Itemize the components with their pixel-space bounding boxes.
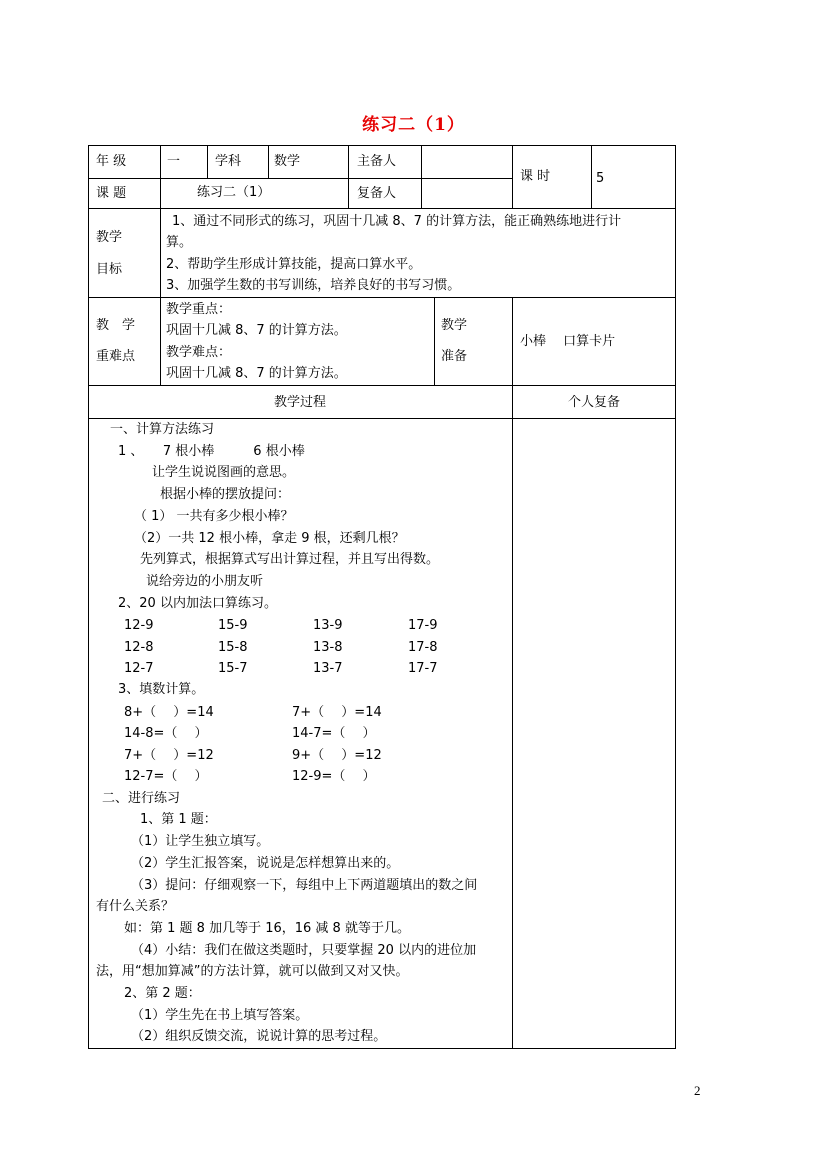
process-line: 说给旁边的小朋友听 [146,574,264,589]
oral-item: 15-7 [218,661,248,676]
keypoint-line: 巩固十几减 8、7 的计算方法。 [166,366,347,381]
fill-item: 7+（ ）=14 [292,705,382,720]
oral-item: 13-9 [313,618,343,633]
keypoint-line: 教学重点： [166,302,232,317]
fill-item: 8+（ ）=14 [124,705,214,720]
keypoint-line: 教学难点： [166,345,232,360]
fill-title: 3、填数计算。 [118,682,205,697]
oral-item: 15-9 [218,618,248,633]
goal-line: 2、帮助学生形成计算技能，提高口算水平。 [166,257,422,272]
process-header: 教学过程 [273,395,326,410]
oral-item: 17-9 [408,618,438,633]
preparer-label: 主备人 [357,154,397,169]
grade-label: 年 级 [96,154,127,169]
process-line: 根据小棒的摆放提问： [160,487,291,502]
table-rule [421,145,422,208]
process-line: （4）小结：我们在做这类题时，只要掌握 20 以内的进位加 [131,943,477,958]
fill-item: 12-7=（ ） [124,769,208,784]
prep-label: 教学 [441,318,468,333]
process-line: 让学生说说图画的意思。 [152,465,296,480]
table-border-left [88,145,89,1049]
fill-item: 9+（ ）=12 [292,748,382,763]
process-line: 有什么关系？ [96,899,175,914]
prep-value: 小棒 口算卡片 [520,334,616,349]
process-line: （3）提问：仔细观察一下，每组中上下两道题填出的数之间 [131,878,478,893]
oral-item: 13-7 [313,661,343,676]
subject-label: 学科 [215,154,242,169]
page-number: 2 [694,1083,701,1098]
process-line: 2、第 2 题： [124,986,201,1001]
process-line: （2）一共 12 根小棒，拿走 9 根，还剩几根？ [134,531,405,546]
subject-value: 数学 [274,154,301,169]
oral-item: 13-8 [313,640,343,655]
process-line: （2）学生汇报答案，说说是怎样想算出来的。 [131,856,400,871]
oral-item: 12-8 [124,640,154,655]
page-title: 练习二（1） [362,115,465,135]
oral-item: 12-9 [124,618,154,633]
process-line: 1、第 1 题： [140,812,217,827]
table-rule [88,208,676,209]
keypoint-line: 巩固十几减 8、7 的计算方法。 [166,323,347,338]
table-rule [88,418,676,419]
table-rule [348,145,349,208]
process-line: 一、计算方法练习 [110,422,215,437]
table-rule [207,145,208,178]
keypoints-label: 教 学 [96,318,136,333]
topic-value: 练习二（1） [197,185,271,200]
oral-item: 15-8 [218,640,248,655]
topic-label: 课 题 [96,186,127,201]
table-rule [268,145,269,178]
fill-item: 7+（ ）=12 [124,748,214,763]
fill-item: 14-7=（ ） [292,726,376,741]
table-rule [434,297,435,385]
period-value: 5 [596,171,605,186]
table-rule [512,145,513,208]
goals-label: 目标 [96,262,123,277]
process-line: 二、进行练习 [102,791,181,806]
process-line: 先列算式，根据算式写出计算过程，并且写出得数。 [140,552,440,567]
table-rule [160,145,161,385]
process-line: 法，用“想加算减”的方法计算，就可以做到又对又快。 [96,964,409,979]
oral-item: 17-8 [408,640,438,655]
fill-item: 12-9=（ ） [292,769,376,784]
table-rule [591,145,592,208]
goal-line: 1、通过不同形式的练习，巩固十几减 8、7 的计算方法，能正确熟练地进行计 [172,214,622,229]
notes-header: 个人复备 [567,395,620,410]
process-line: （2）组织反馈交流，说说计算的思考过程。 [131,1029,387,1044]
table-rule [88,297,676,298]
process-line: 如：第 1 题 8 加几等于 16，16 减 8 就等于几。 [124,921,410,936]
table-border-bottom [88,1048,676,1049]
table-border-right [675,145,676,1049]
goal-line: 算。 [166,235,193,250]
period-label: 课 时 [520,169,551,184]
process-line: 1 、 7 根小棒 6 根小棒 [118,444,305,459]
fill-item: 14-8=（ ） [124,726,208,741]
goals-label: 教学 [96,230,123,245]
keypoints-label: 重难点 [96,349,136,364]
oral-item: 17-7 [408,661,438,676]
process-line: （1）让学生独立填写。 [131,834,270,849]
process-line: 2、20 以内加法口算练习。 [118,596,277,611]
table-border-top [88,145,676,146]
prep-label: 准备 [441,349,468,364]
reviewer-label: 复备人 [357,186,397,201]
table-rule [88,178,512,179]
goal-line: 3、加强学生数的书写训练，培养良好的书写习惯。 [166,278,461,293]
process-line: （ 1） 一共有多少根小棒？ [134,509,294,524]
oral-item: 12-7 [124,661,154,676]
grade-value: 一 [167,154,181,169]
process-line: （1）学生先在书上填写答案。 [131,1008,309,1023]
table-rule [88,385,676,386]
